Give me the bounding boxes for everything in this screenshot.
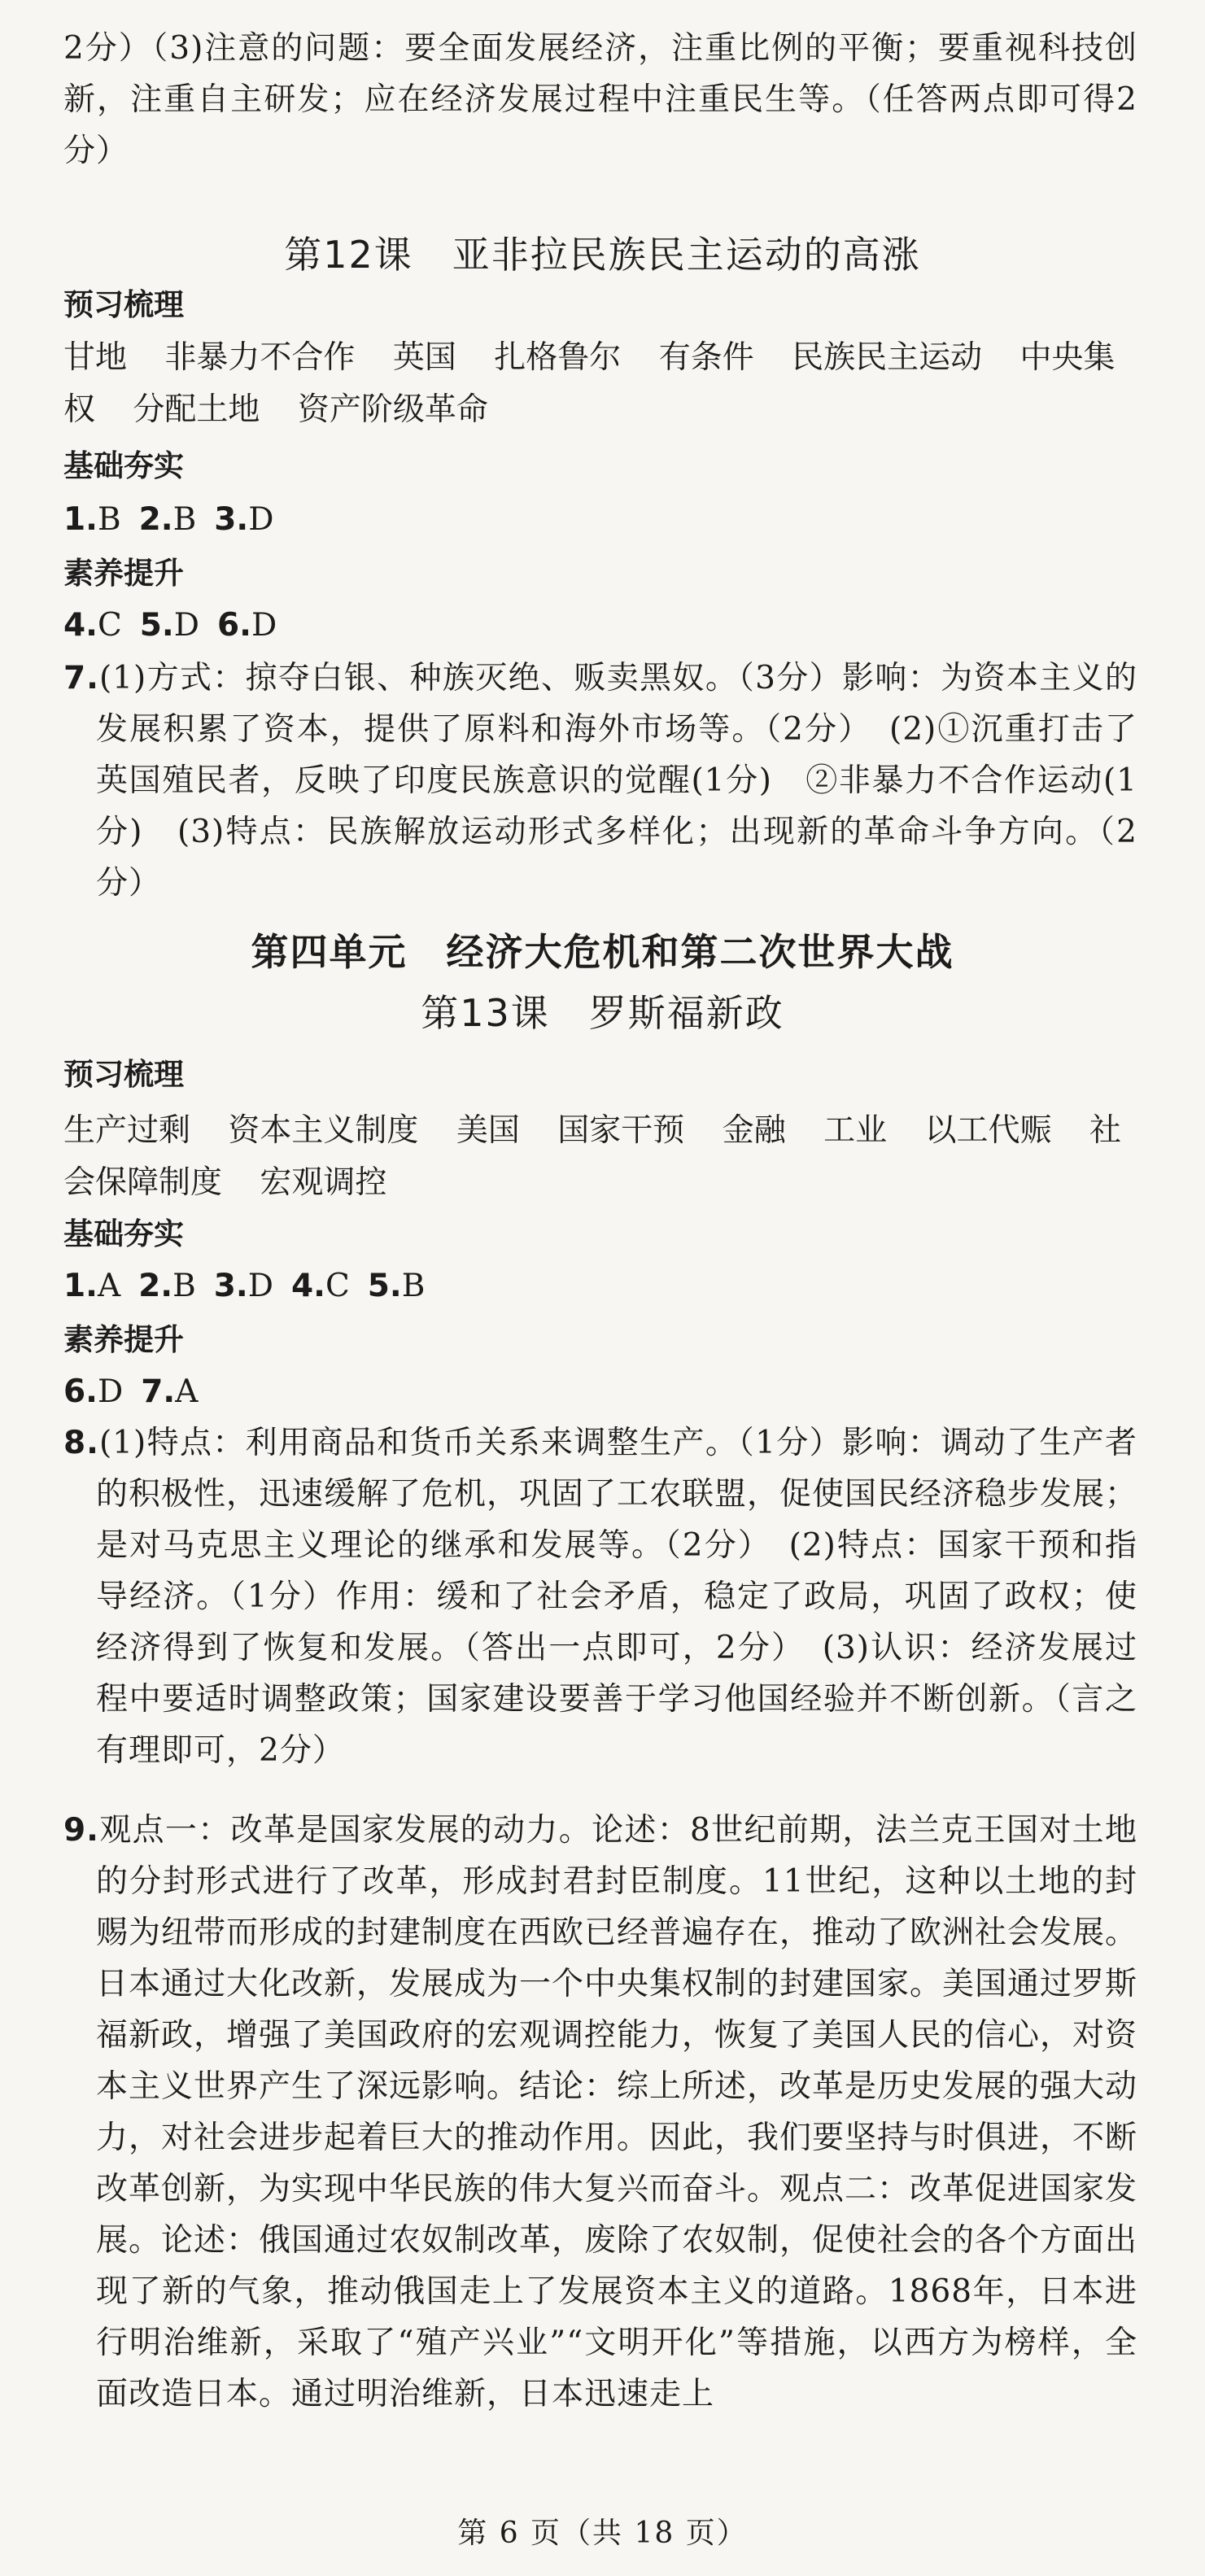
lesson13-preview-label: 预习梳理 [63, 1057, 184, 1092]
lesson12-improve-label: 素养提升 [63, 556, 184, 591]
intro-paragraph [63, 23, 1137, 177]
answer-item: 1.A [63, 1268, 121, 1304]
question-7-text: (1)方式：掠夺白银、种族灭绝、贩卖黑奴。（3分）影响：为资本主义的发展积累了资本，提供了原料和海外市场等。（2分） (2)①沉重打击了英国殖民者，反映了印度民族意识的觉醒(1分) ②非暴力不合作运动(1分) (3)特点：民族解放运动形式多样化；出现新的革命斗争方向。（2分） [96, 660, 1137, 902]
lesson13-basic-label: 基础夯实 [63, 1216, 184, 1251]
preview-term: 资产阶级革命 [297, 391, 488, 428]
preview-term: 金融 [722, 1112, 786, 1149]
answer-item: 4.C [63, 607, 122, 644]
lesson12-preview-label: 预习梳理 [63, 287, 184, 322]
answer-item: 5.D [139, 607, 200, 644]
preview-term: 工业 [823, 1112, 888, 1149]
preview-term: 宏观调控 [260, 1164, 387, 1201]
lesson13-basic-answers [63, 1266, 443, 1307]
question-number: 9. [63, 1812, 99, 1849]
answer-item: 5.B [367, 1268, 426, 1304]
answer-item: 3.D [213, 1268, 273, 1304]
question-number: 7. [63, 660, 99, 696]
answer-item: 2.B [138, 1268, 196, 1304]
question-9-text: 观点一：改革是国家发展的动力。论述：8世纪前期，法兰克王国对土地的分封形式进行了改革，形成封君封臣制度。11世纪，这种以土地的封赐为纽带而形成的封建制度在西欧已经普遍存在，推动了欧洲社会发展。日本通过大化改新，发展成为一个中央集权制的封建国家。美国通过罗斯福新政，增强了美国政府的宏观调控能力，恢复了美国人民的信心，对资本主义世界产生了深远影响。结论：综上所述，改革是历史发展的强大动力，对社会进步起着巨大的推动作用。因此，我们要坚持与时俱进，不断改革创新，为实现中华民族的伟大复兴而奋斗。观点二：改革促进国家发展。论述：俄国通过农奴制改革，废除了农奴制，促使社会的各个方面出现了新的气象，推动俄国走上了发展资本主义的道路。1868年，日本进行明治维新，采取了“殖产兴业”“文明开化”等措施，以西方为榜样，全面改造日本。通过明治维新，日本迅速走上 [96, 1812, 1138, 2412]
preview-term: 有条件 [658, 339, 754, 376]
lesson12-question-7 [63, 653, 1137, 909]
lesson12-title: 第12课 亚非拉民族民主运动的高涨 [284, 233, 921, 277]
preview-term: 非暴力不合作 [164, 339, 356, 376]
preview-term: 英国 [392, 339, 456, 376]
lesson13-improve-label: 素养提升 [63, 1322, 184, 1357]
lesson13-improve-answers [63, 1372, 216, 1412]
answer-item: 2.B [138, 501, 197, 538]
lesson12-preview-terms [63, 332, 1137, 436]
lesson13-title: 第13课 罗斯福新政 [421, 991, 784, 1035]
preview-term: 美国 [456, 1112, 520, 1149]
preview-term: 民族民主运动 [792, 339, 983, 376]
lesson13-question-8 [63, 1417, 1137, 1776]
lesson12-basic-label: 基础夯实 [63, 448, 184, 483]
answer-item: 4.C [290, 1268, 350, 1304]
lesson12-basic-answers [63, 500, 291, 540]
unit4-title: 第四单元 经济大危机和第二次世界大战 [251, 930, 954, 974]
preview-term: 中央集权 [63, 339, 1115, 428]
answer-item: 3.D [214, 501, 274, 538]
answer-item: 1.B [63, 501, 121, 538]
preview-term: 国家干预 [557, 1112, 685, 1149]
answer-item: 6.D [217, 607, 277, 644]
answer-item: 6.D [63, 1373, 124, 1410]
answer-item: 7.A [141, 1373, 199, 1410]
intro-text: 2分）（3)注意的问题：要全面发展经济，注重比例的平衡；要重视科技创新，注重自主研发；应在经济发展过程中注重民生等。（任答两点即可得2分） [63, 30, 1137, 169]
preview-term: 以工代赈 [924, 1112, 1052, 1149]
preview-term: 资本主义制度 [228, 1112, 419, 1149]
lesson12-improve-answers [63, 605, 295, 646]
question-8-text: (1)特点：利用商品和货币关系来调整生产。（1分）影响：调动了生产者的积极性，迅速缓解了危机，巩固了工农联盟，促使国民经济稳步发展；是对马克思主义理论的继承和发展等。（2分） (2)特点：国家干预和指导经济。（1分）作用：缓和了社会矛盾，稳定了政局，巩固了政权；使经济得到了恢复和发展。（答出一点即可，2分） (3)认识：经济发展过程中要适时调整政策；国家建设要善于学习他国经验并不断创新。（言之有理即可，2分） [96, 1425, 1138, 1769]
preview-term: 分配土地 [133, 391, 260, 428]
preview-term: 社会保障制度 [63, 1112, 1121, 1201]
question-number: 8. [63, 1425, 99, 1461]
lesson13-preview-terms [63, 1105, 1137, 1209]
preview-term: 扎格鲁尔 [494, 339, 622, 376]
lesson13-question-9 [63, 1805, 1137, 2420]
preview-term: 生产过剩 [63, 1112, 191, 1149]
page-number-footer: 第 6 页（共 18 页） [457, 2517, 748, 2550]
preview-term: 甘地 [63, 339, 128, 376]
